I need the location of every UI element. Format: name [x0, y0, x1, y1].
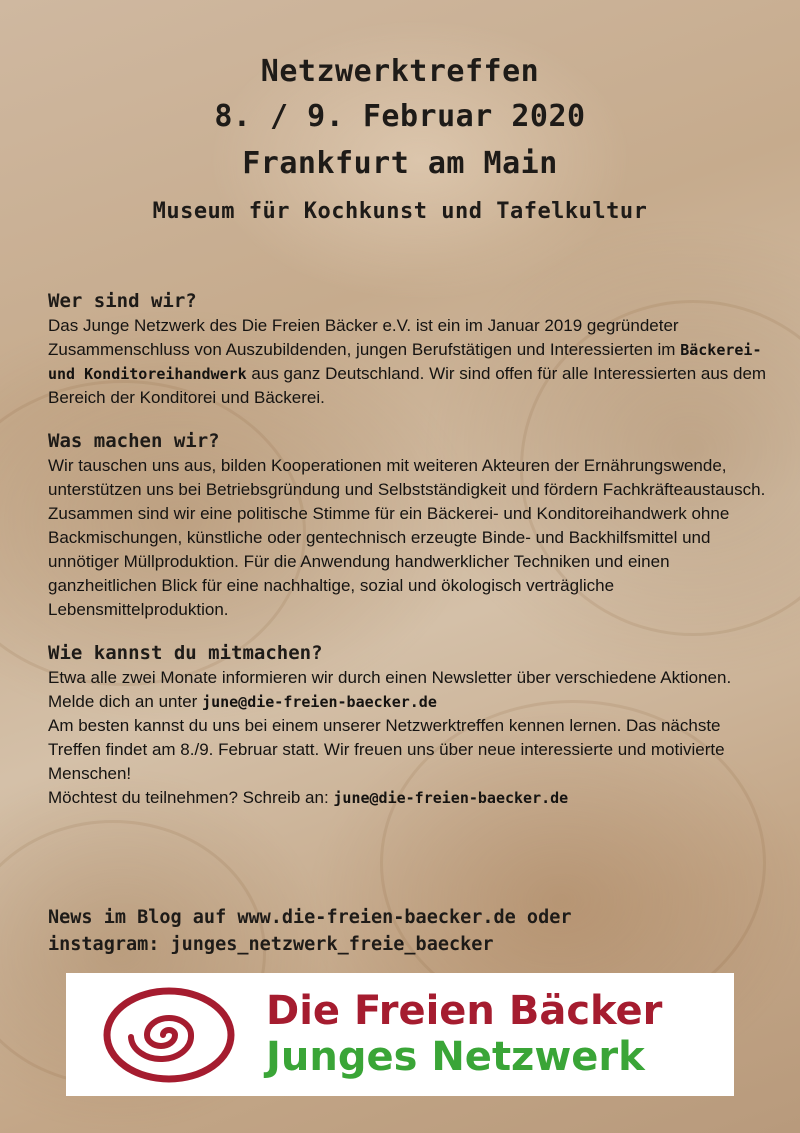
news-line-blog[interactable]: News im Blog auf www.die-freien-baecker.de oder [48, 907, 572, 928]
section-what-para1: Wir tauschen uns aus, bilden Kooperationen mit weiteren Akteuren der Ernährungswende, unterstützen uns bei Betriebsgründung und Selbstständigkeit und fördern Fachkräfteaustausch. [48, 456, 766, 499]
newsletter-email-link[interactable]: june@die-freien-baecker.de [202, 693, 437, 711]
section-who [48, 288, 768, 410]
who-highlight: Bäckerei- und Konditoreihandwerk [48, 341, 762, 383]
contact-email-link[interactable]: june@die-freien-baecker.de [333, 789, 569, 807]
logo-text-line1: Die Freien Bäcker [266, 988, 663, 1034]
how-text-a: Etwa alle zwei Monate informieren wir durch einen Newsletter über verschiedene Aktionen. Melde dich an unter [48, 668, 732, 711]
section-how-title: Wie kannst du mitmachen? [48, 642, 323, 664]
event-city: Frankfurt am Main [242, 146, 558, 181]
how-text-c: Möchtest du teilnehmen? Schreib an: [48, 788, 334, 807]
logo-text-line2: Junges Netzwerk [266, 1034, 645, 1080]
who-text-a: Das Junge Netzwerk des Die Freien Bäcker e.V. ist ein im Januar 2019 gegründeter Zusammenschluss von Auszubildenden, jungen Berufstätigen und Interessierten im [48, 316, 681, 359]
news-footer [48, 904, 768, 958]
section-who-title: Wer sind wir? [48, 290, 197, 312]
spiral-logo-icon [102, 985, 236, 1085]
section-what-title: Was machen wir? [48, 430, 220, 452]
section-what [48, 428, 768, 622]
event-header [0, 50, 800, 232]
section-how-text-1 [48, 666, 768, 714]
section-how [48, 640, 768, 810]
organization-logo [66, 973, 734, 1096]
event-title: Netzwerktreffen [260, 54, 540, 89]
section-how-text-2: Am besten kannst du uns bei einem unserer Netzwerktreffen kennen lernen. Das nächste Treffen findet am 8./9. Februar statt. Wir freuen uns über neue interessierte und motivierte Menschen! [48, 716, 725, 783]
news-line-instagram[interactable]: instagram: junges_netzwerk_freie_baecker [48, 934, 494, 955]
section-what-para2: Zusammen sind wir eine politische Stimme für ein Bäckerei- und Konditoreihandwerk ohne Backmischungen, künstliche oder gentechnisch erzeugte Binde- und Backhilfsmittel und unnötiger Müllproduktion. Für die Anwendung handwerklicher Techniken und einen ganzheitlichen Blick für eine nachhaltige, sozial und ökologisch verträgliche Lebensmittelproduktion. [48, 504, 730, 619]
section-who-text [48, 314, 768, 410]
flyer-content [48, 288, 768, 828]
event-date: 8. / 9. Februar 2020 [214, 99, 586, 134]
event-venue: Museum für Kochkunst und Tafelkultur [152, 199, 648, 224]
who-text-b: aus ganz Deutschland. Wir sind offen für alle Interessierten aus dem Bereich der Konditorei und Bäckerei. [48, 364, 767, 407]
section-how-text-3 [48, 786, 768, 810]
